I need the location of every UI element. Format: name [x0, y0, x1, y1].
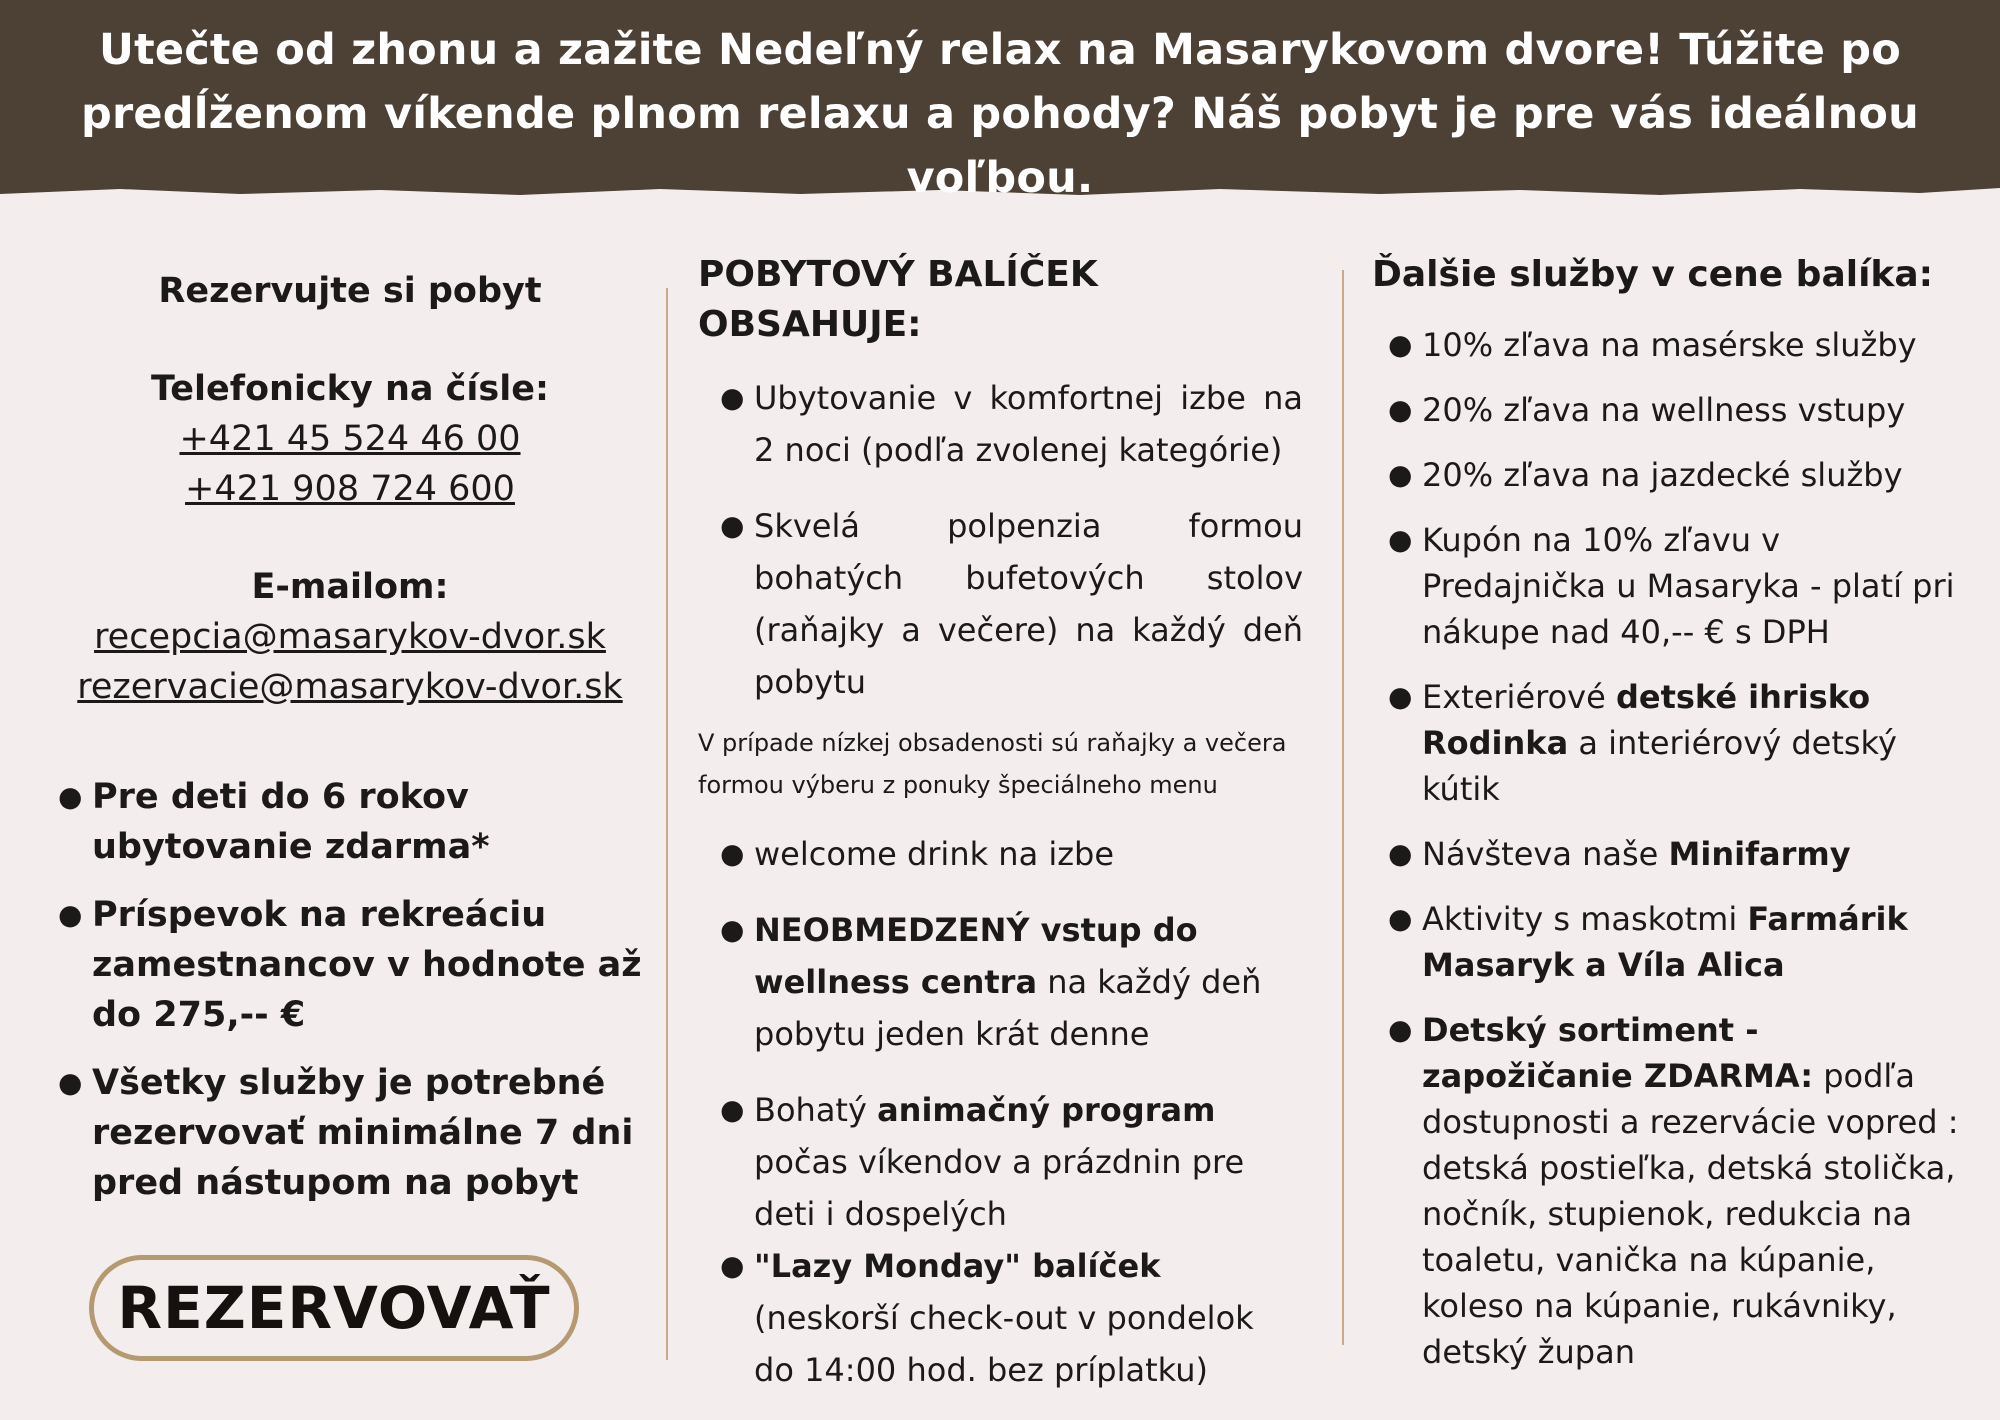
package-column: [698, 250, 1303, 1420]
list-item: ● NEOBMEDZENÝ vstup do wellness centra na každý deň pobytu jeden krát denne: [754, 904, 1303, 1060]
package-heading: POBYTOVÝ BALÍČEK OBSAHUJE:: [698, 254, 1098, 345]
banner-line-2: predĺženom víkende plnom relaxu a pohody? Náš pobyt je pre vás ideálnou voľbou.: [80, 89, 1919, 203]
reserve-button[interactable]: REZERVOVAŤ: [89, 1255, 579, 1361]
extras-list: [1372, 322, 1972, 1375]
list-item: ● welcome drink na izbe: [754, 828, 1303, 880]
list-item: ● Detský sortiment - zapožičanie ZDARMA: podľa dostupnosti a rezervácie vopred : detská postieľka, detská stolička, nočník, stupienok, redukcia na toaletu, vanička na kúpanie, koleso na kúpanie, rukávniky, detský župan: [1422, 1007, 1972, 1375]
bullet-icon: ●: [58, 780, 83, 813]
bullet-icon: ●: [720, 913, 745, 946]
menu-note: V prípade nízkej obsadenosti sú raňajky a večera formou výberu z ponuky špeciálneho menu: [698, 729, 1287, 799]
bullet-icon: ●: [1388, 680, 1413, 713]
list-item: ● Návšteva naše Minifarmy: [1422, 831, 1972, 877]
bullet-icon: ●: [1388, 328, 1413, 361]
list-item: ● Bohatý animačný program počas víkendov a prázdnin pre deti i dospelých: [754, 1084, 1303, 1240]
list-item: ● 20% zľava na wellness vstupy: [1422, 387, 1972, 433]
list-item: ● Kupón na 10% zľavu v Predajnička u Masaryka - platí pri nákupe nad 40,-- € s DPH: [1422, 517, 1972, 655]
extras-heading: Ďalšie služby v cene balíka:: [1372, 254, 1934, 295]
list-item: ● 10% zľava na masérske služby: [1422, 322, 1972, 368]
package-list: [698, 372, 1303, 708]
phone-link-1[interactable]: +421 45 524 46 00: [179, 419, 521, 459]
list-item: ● Ubytovanie v komfortnej izbe na 2 noci (podľa zvolenej kategórie): [754, 372, 1303, 476]
email-link-reception[interactable]: recepcia@masarykov-dvor.sk: [94, 617, 606, 657]
bullet-icon: ●: [720, 1249, 745, 1282]
column-divider-left: [666, 288, 668, 1360]
list-item: ● 20% zľava na jazdecké služby: [1422, 452, 1972, 498]
bullet-icon: ●: [1388, 837, 1413, 870]
bullet-icon: ●: [1388, 523, 1413, 556]
banner-headline: [0, 18, 2000, 210]
column-divider-right: [1342, 270, 1344, 1345]
list-item: ● Príspevok na rekreáciu zamestnancov v hodnote až do 275,-- €: [92, 890, 650, 1040]
bullet-icon: ●: [58, 898, 83, 931]
bullet-icon: ●: [58, 1066, 83, 1099]
extras-column: [1372, 250, 1972, 1394]
bullet-icon: ●: [720, 509, 745, 542]
list-item: ● "Lazy Monday" balíček (neskorší check-out v pondelok do 14:00 hod. bez príplatku): [754, 1240, 1303, 1396]
bullet-icon: ●: [1388, 1013, 1413, 1046]
phone-link-2[interactable]: +421 908 724 600: [185, 469, 515, 509]
booking-heading: Rezervujte si pobyt: [158, 271, 542, 311]
banner-line-1: Utečte od zhonu a zažite Nedeľný relax na Masarykovom dvore! Túžite po: [98, 25, 1901, 75]
email-link-reservations[interactable]: rezervacie@masarykov-dvor.sk: [77, 667, 623, 707]
phone-label: Telefonicky na čísle:: [151, 369, 549, 409]
email-label: E-mailom:: [251, 567, 449, 607]
bullet-icon: ●: [720, 1093, 745, 1126]
bullet-icon: ●: [1388, 902, 1413, 935]
bullet-icon: ●: [1388, 393, 1413, 426]
package-list-continued: [698, 828, 1303, 1396]
list-item: ● Pre deti do 6 rokov ubytovanie zdarma*: [92, 772, 650, 872]
bullet-icon: ●: [720, 837, 745, 870]
list-item: ● Exteriérové detské ihrisko Rodinka a interiérový detský kútik: [1422, 674, 1972, 812]
booking-column: [50, 240, 650, 1226]
list-item: ● Skvelá polpenzia formou bohatých bufetových stolov (raňajky a večere) na každý deň pobytu: [754, 500, 1303, 708]
list-item: ● Aktivity s maskotmi Farmárik Masaryk a Víla Alica: [1422, 896, 1972, 988]
booking-notes-list: [50, 772, 650, 1208]
bullet-icon: ●: [1388, 458, 1413, 491]
bullet-icon: ●: [720, 381, 745, 414]
list-item: ● Všetky služby je potrebné rezervovať minimálne 7 dni pred nástupom na pobyt: [92, 1058, 650, 1208]
